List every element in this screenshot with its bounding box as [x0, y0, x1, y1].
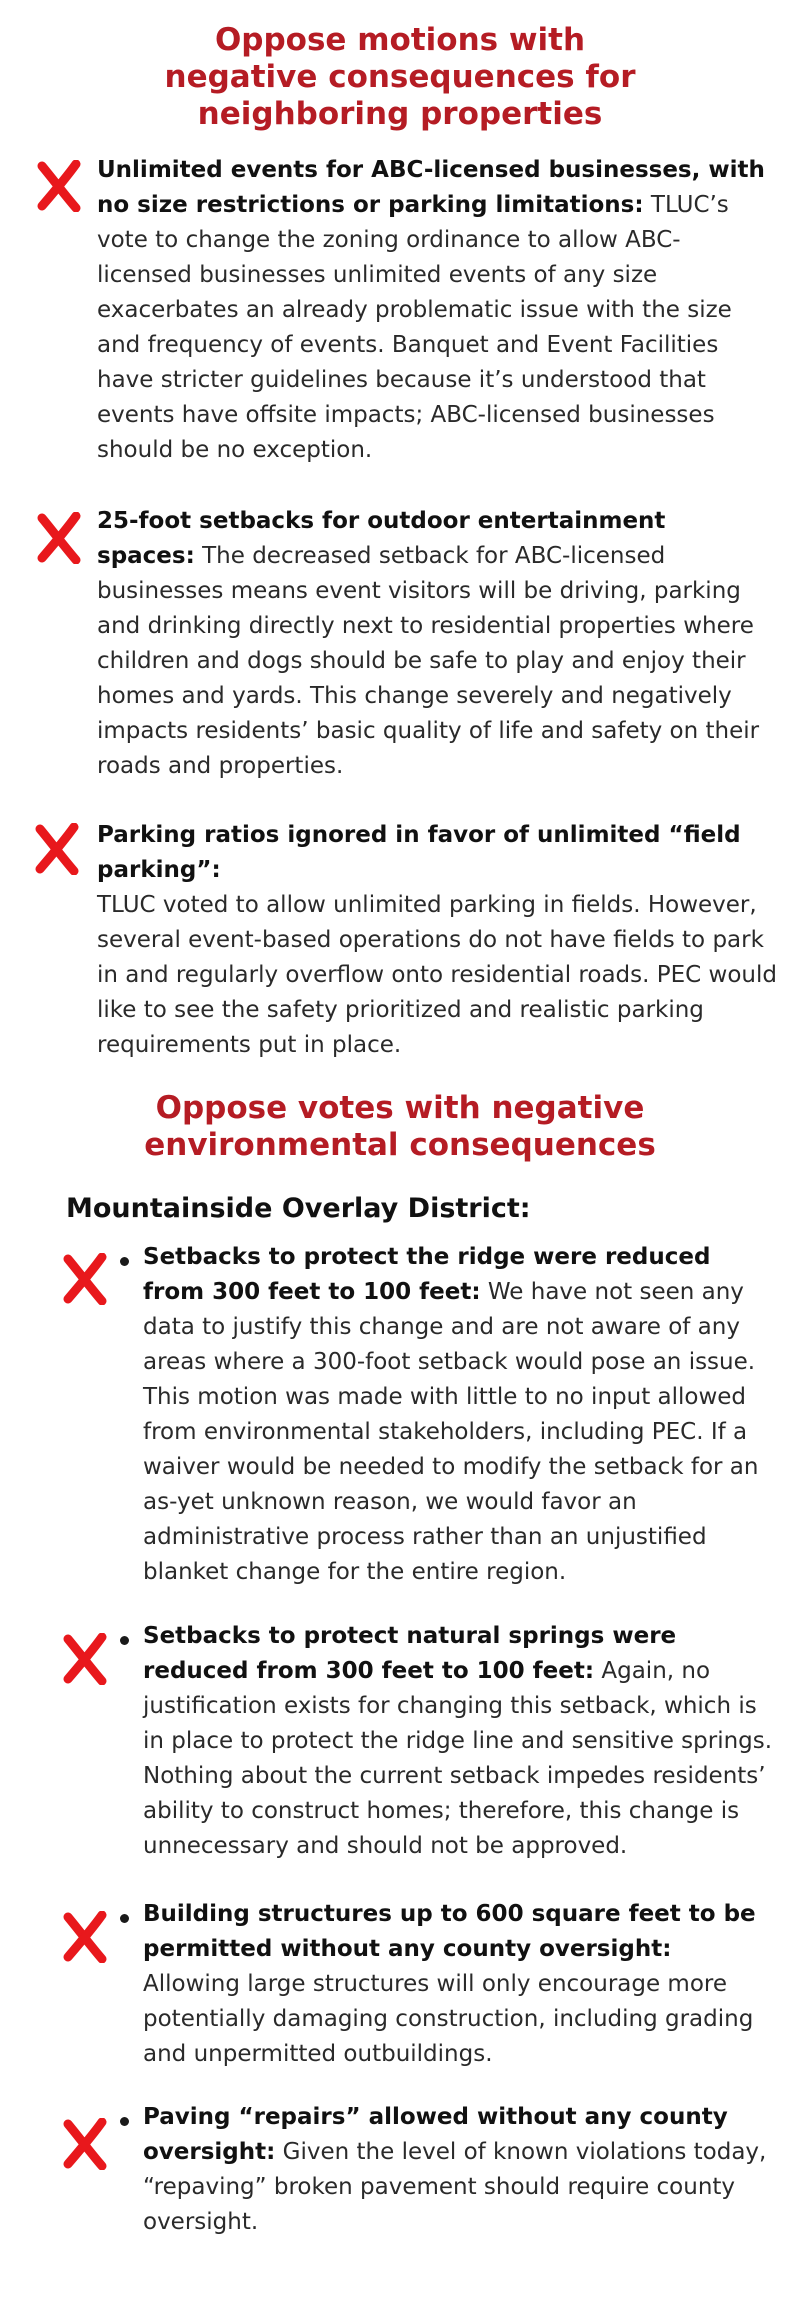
bullet-icon [120, 1636, 129, 1645]
section2-item-4-text [143, 2100, 773, 2240]
section2-item-1-body: We have not seen any data to justify this change and are not aware of any areas where a 300-foot setback would pose an issue. This motion was made with little to no input allowed from environmental stakeholders, including PEC. If a waiver would be needed to modify the setback for an as-yet unknown reason, we would favor an administrative process rather than an unjustified blanket change for the entire region. [143, 1279, 759, 1585]
section2-item-1-bold: Setbacks to protect the ridge were reduced from 300 feet to 100 feet: [143, 1244, 711, 1305]
red-x-icon [62, 2118, 108, 2170]
section2-item-3-bold: Building structures up to 600 square feet to be permitted without any county oversight: [143, 1901, 756, 1962]
red-x-icon [36, 512, 82, 564]
section1-item-2-text [97, 504, 767, 784]
section2-item-1-text [143, 1240, 773, 1590]
section1-item-3-body: TLUC voted to allow unlimited parking in fields. However, several event-based operations do not have fields to park in and regularly overflow onto residential roads. PEC would like to see the safety prioritized and realistic parking requirements put in place. [97, 892, 777, 1058]
section1-item-2-bold: 25-foot setbacks for outdoor entertainment spaces: [97, 508, 666, 569]
section2-item-2-body: Again, no justification exists for changing this setback, which is in place to protect the ridge line and sensitive springs. Nothing about the current setback impedes residents’ ability to construct homes; therefore, this change is unnecessary and should not be approved. [143, 1658, 773, 1859]
section1-item-1-bold: Unlimited events for ABC-licensed businesses, with no size restrictions or parking limitations: [97, 157, 765, 218]
section1-title-line2: negative consequences for [164, 59, 636, 95]
section1-item-1-body: TLUC’s vote to change the zoning ordinance to allow ABC-licensed businesses unlimited events of any size exacerbates an already problematic issue with the size and frequency of events. Banquet and Event Facilities have stricter guidelines because it’s understood that events have offsite impacts; ABC-licensed businesses should be no exception. [97, 192, 732, 463]
section2-item-4-bold: Paving “repairs” allowed without any county oversight: [143, 2104, 728, 2165]
section2-title [0, 1090, 800, 1164]
section2-item-2-text [143, 1619, 773, 1864]
section2-item-3-text [143, 1897, 773, 2072]
section2-subheading: Mountainside Overlay District: [66, 1193, 531, 1224]
red-x-icon [62, 1911, 108, 1963]
section1-title-line3: neighboring properties [197, 96, 603, 132]
section2-item-4-body: Given the level of known violations today, “repaving” broken pavement should require county oversight. [143, 2139, 767, 2235]
section1-item-1-text [97, 153, 767, 468]
section1-item-2-body: The decreased setback for ABC-licensed businesses means event visitors will be driving, parking and drinking directly next to residential properties where children and dogs should be safe to play and enjoy their homes and yards. This change severely and negatively impacts residents’ basic quality of life and safety on their roads and properties. [97, 543, 760, 779]
bullet-icon [120, 1257, 129, 1266]
section1-item-3-bold: Parking ratios ignored in favor of unlimited “field parking”: [97, 822, 741, 883]
red-x-icon [62, 1633, 108, 1685]
red-x-icon [62, 1253, 108, 1305]
red-x-icon [36, 160, 82, 212]
bullet-icon [120, 1914, 129, 1923]
section1-title [0, 22, 800, 133]
section1-item-3-text [97, 818, 777, 1063]
section2-item-3-body: Allowing large structures will only encourage more potentially damaging construction, including grading and unpermitted outbuildings. [143, 1971, 754, 2067]
section2-title-line1: Oppose votes with negative [155, 1090, 645, 1126]
section2-item-2-bold: Setbacks to protect natural springs were reduced from 300 feet to 100 feet: [143, 1623, 677, 1684]
red-x-icon [34, 823, 80, 875]
bullet-icon [120, 2117, 129, 2126]
section2-title-line2: environmental consequences [144, 1127, 656, 1163]
section1-title-line1: Oppose motions with [214, 22, 586, 58]
